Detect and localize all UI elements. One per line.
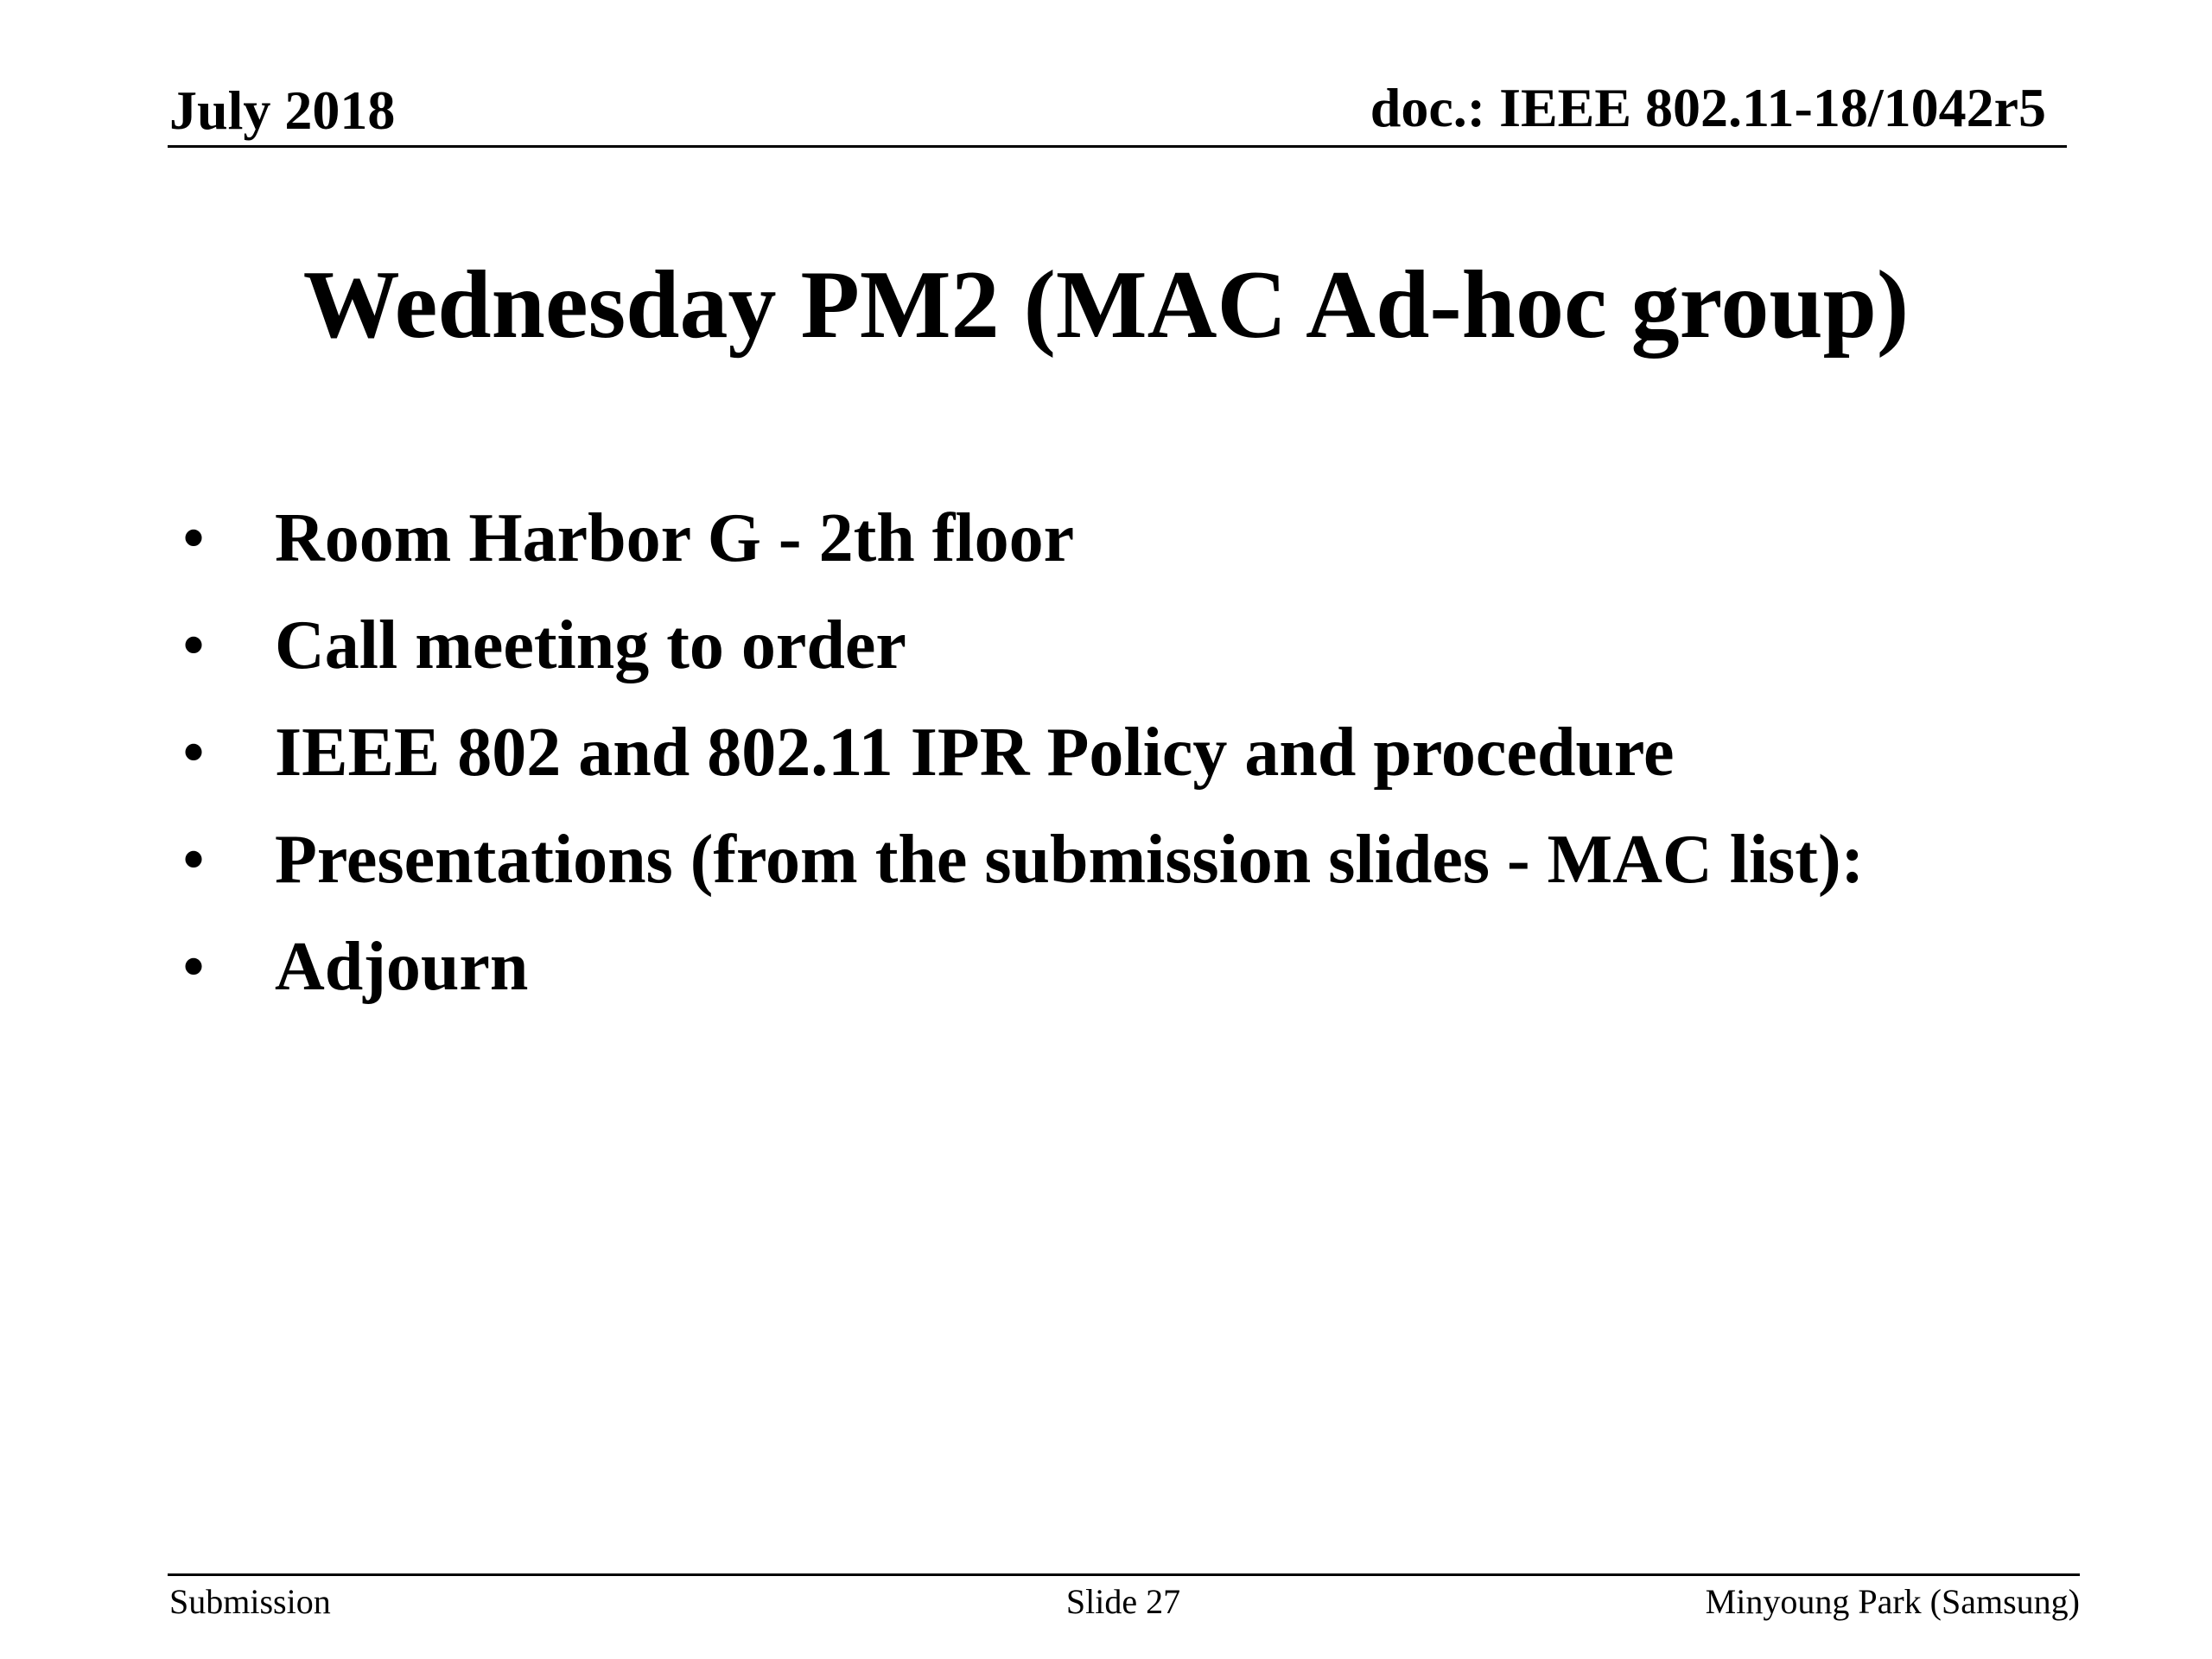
bullet-icon: • bbox=[181, 500, 207, 576]
header-doc-id: doc.: IEEE 802.11-18/1042r5 bbox=[1370, 77, 2046, 138]
bullet-icon: • bbox=[181, 607, 207, 683]
bullet-text: Adjourn bbox=[275, 929, 529, 1005]
bullet-text: Presentations (from the submission slides - MAC list): bbox=[275, 822, 1865, 898]
bullet-text: IEEE 802 and 802.11 IPR Policy and procedure bbox=[275, 715, 1675, 791]
bullet-icon: • bbox=[181, 715, 207, 791]
bullet-icon: • bbox=[181, 929, 207, 1005]
bullet-icon: • bbox=[181, 822, 207, 898]
footer-divider bbox=[168, 1573, 2080, 1576]
header-date: July 2018 bbox=[169, 79, 396, 141]
footer-slide-number: Slide 27 bbox=[1065, 1582, 1181, 1621]
footer-author: Minyoung Park (Samsung) bbox=[1705, 1582, 2080, 1621]
bullet-text: Room Harbor G - 2th floor bbox=[275, 500, 1075, 576]
bullet-text: Call meeting to order bbox=[275, 607, 906, 683]
header-divider bbox=[168, 145, 2067, 148]
footer-submission: Submission bbox=[169, 1582, 331, 1621]
slide-title: Wednesday PM2 (MAC Ad-hoc group) bbox=[302, 251, 1910, 359]
